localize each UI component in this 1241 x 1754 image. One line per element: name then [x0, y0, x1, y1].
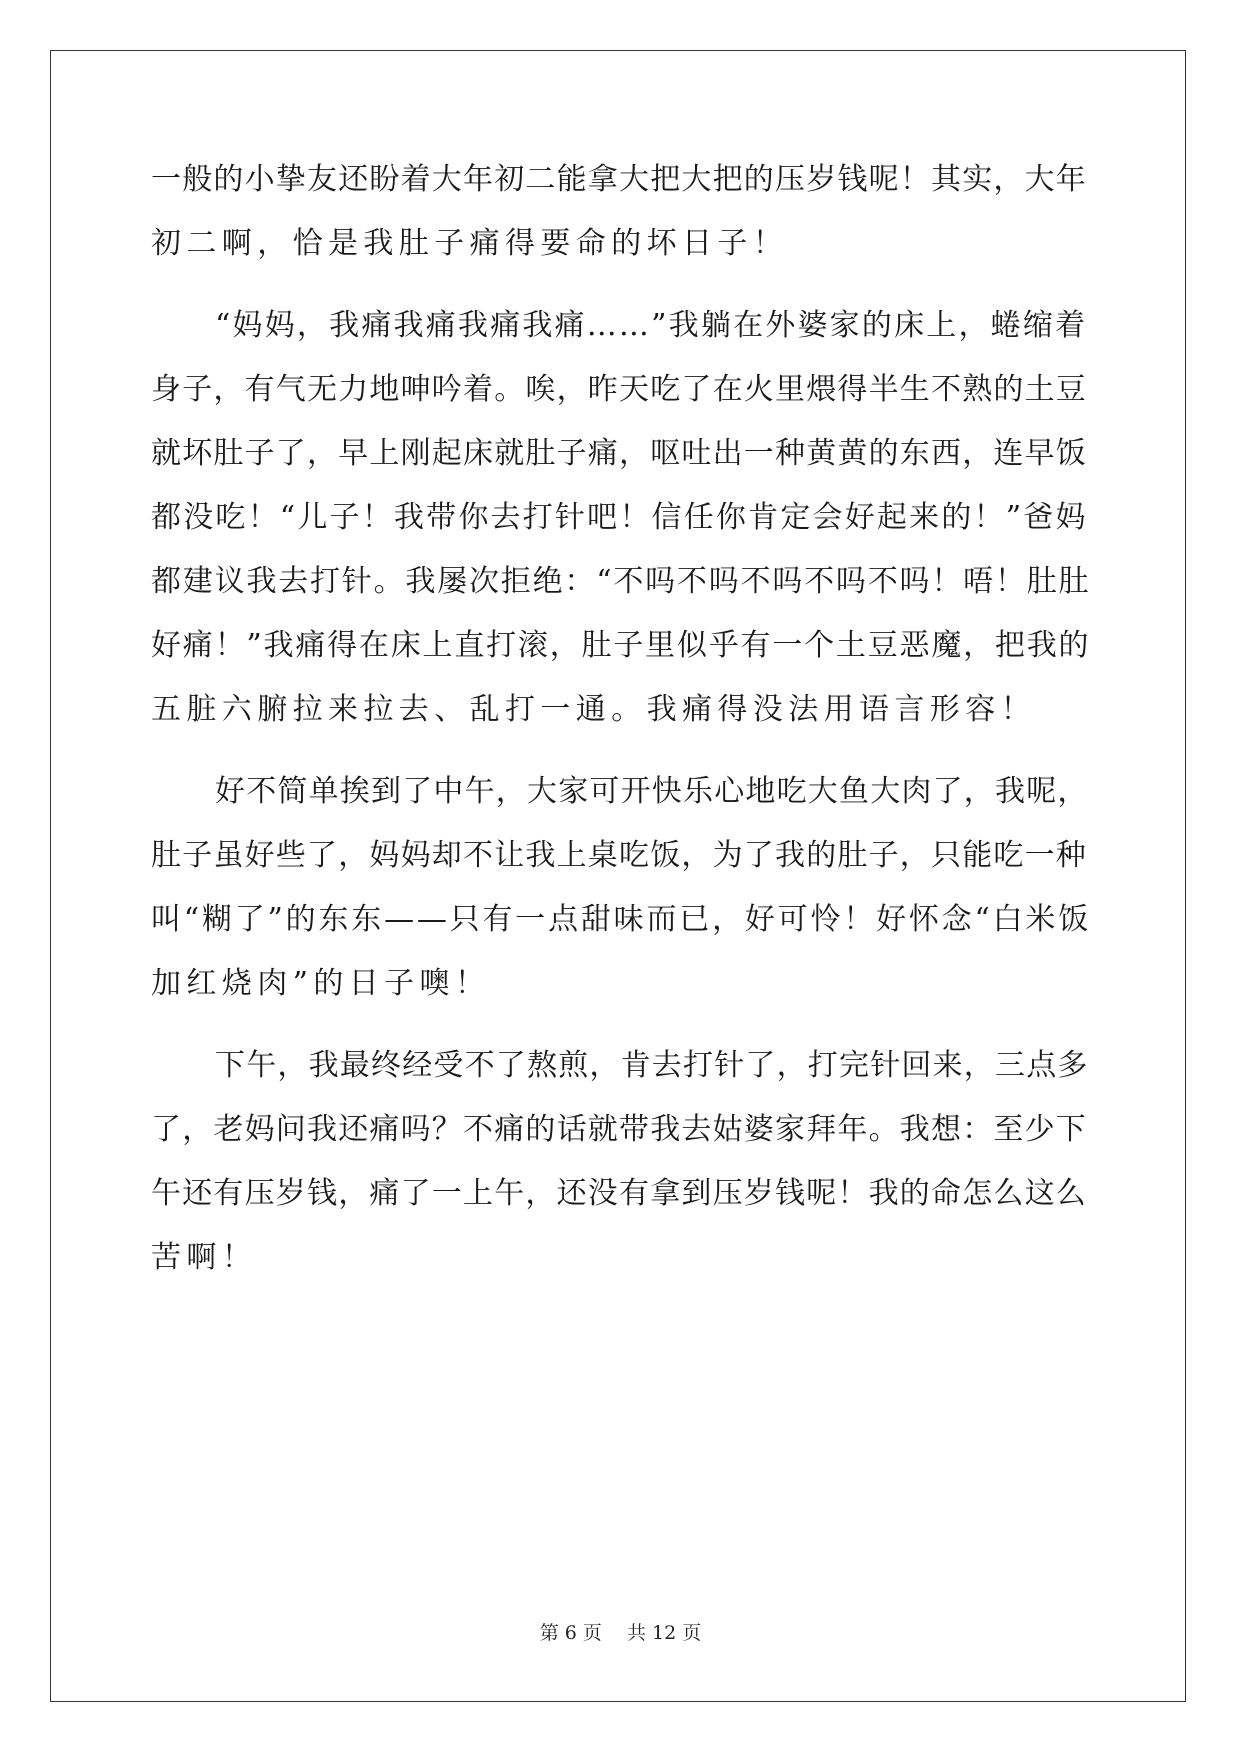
- text-line: 了，老妈问我还痛吗？不痛的话就带我去姑婆家拜年。我想：至少下: [151, 1112, 1087, 1147]
- page-border: [50, 50, 1186, 1702]
- text-line: 身子，有气无力地呻吟着。唉，昨天吃了在火里煨得半生不熟的土豆: [151, 372, 1087, 407]
- paragraph-start-line: 下午，我最终经受不了熬煎，肯去打针了，打完针回来，三点多: [215, 1048, 1089, 1083]
- text-line: 就坏肚子了，早上刚起床就肚子痛，呕吐出一种黄黄的东西，连早饭: [151, 436, 1087, 471]
- text-line: 一般的小挚友还盼着大年初二能拿大把大把的压岁钱呢！其实，大年: [151, 162, 1087, 197]
- text-line: 都建议我去打针。我屡次拒绝：“不吗不吗不吗不吗不吗！唔！肚肚: [151, 564, 1091, 599]
- text-line: 初二啊，恰是我肚子痛得要命的坏日子！: [151, 226, 789, 261]
- text-line: 午还有压岁钱，痛了一上午，还没有拿到压岁钱呢！我的命怎么这么: [151, 1176, 1087, 1211]
- text-line: 五脏六腑拉来拉去、乱打一通。我痛得没法用语言形容！: [151, 692, 1036, 727]
- page-number: 第 6 页 共 12 页: [539, 1622, 702, 1644]
- paragraph-start-line: “妈妈，我痛我痛我痛我痛……”我躺在外婆家的床上，蜷缩着: [215, 308, 1088, 343]
- text-line: 都没吃！“儿子！我带你去打针吧！信任你肯定会好起来的！”爸妈: [151, 500, 1088, 535]
- text-line: 苦啊！: [151, 1240, 258, 1275]
- paragraph-start-line: 好不简单挨到了中午，大家可开快乐心地吃大鱼大肉了，我呢，: [215, 774, 1089, 809]
- text-line: 好痛！”我痛得在床上直打滚，肚子里似乎有一个土豆恶魔，把我的: [151, 628, 1091, 663]
- text-line: 加红烧肉”的日子噢！: [151, 966, 491, 1001]
- text-line: 肚子虽好些了，妈妈却不让我上桌吃饭，为了我的肚子，只能吃一种: [151, 838, 1087, 873]
- text-line: 叫“糊了”的东东——只有一点甜味而已，好可怜！好怀念“白米饭: [151, 902, 1092, 937]
